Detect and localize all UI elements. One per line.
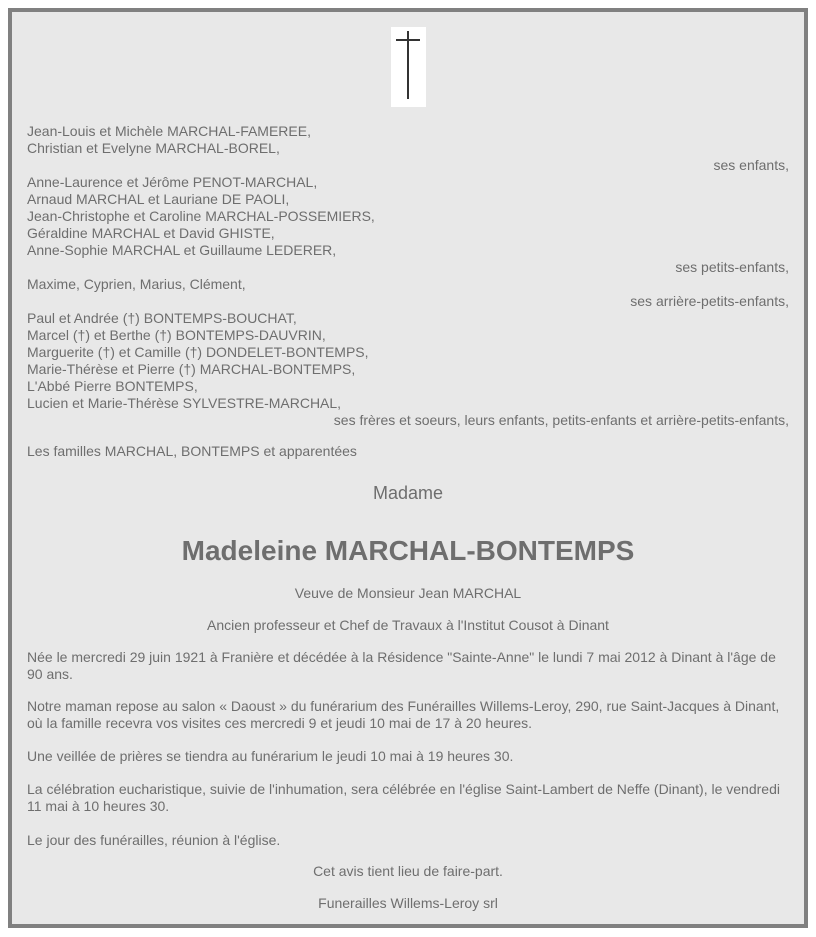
family-line: Marguerite (†) et Camille (†) DONDELET-BONTEMPS, [27,344,369,360]
funeral-company: Funerailles Willems-Leroy srl [318,895,498,911]
great-grandchildren-label: ses arrière-petits-enfants, [630,293,789,309]
families-text: Les familles MARCHAL, BONTEMPS et apparentées [27,443,357,459]
family-line: L'Abbé Pierre BONTEMPS, [27,378,198,394]
widow-of: Veuve de Monsieur Jean MARCHAL [294,585,522,601]
obituary-notice [8,8,808,928]
children-list [27,123,789,174]
paragraph-mass: La célébration eucharistique, suivie de l'inhumation, sera célébrée en l'église Saint-Lambert de Neffe (Dinant), le vendredi 11 mai à 10 heures 30. [27,781,780,814]
notice-statement: Cet avis tient lieu de faire-part. [313,863,503,879]
cross-icon [391,27,426,107]
siblings-list [27,310,789,429]
profession: Ancien professeur et Chef de Travaux à l'Institut Cousot à Dinant [207,617,609,633]
families-line [27,443,789,460]
deceased-name: Madeleine MARCHAL-BONTEMPS [181,535,635,566]
cross-vertical-bar [407,31,409,99]
grandchildren-list [27,174,789,276]
deceased-title: Madame [372,483,444,503]
family-line: Paul et Andrée (†) BONTEMPS-BOUCHAT, [27,310,297,326]
cross-horizontal-bar [396,39,420,41]
family-line: Jean-Louis et Michèle MARCHAL-FAMEREE, [27,123,311,139]
family-line: Géraldine MARCHAL et David GHISTE, [27,225,275,241]
family-line: Lucien et Marie-Thérèse SYLVESTRE-MARCHAL, [27,395,342,411]
family-line: Maxime, Cyprien, Marius, Clément, [27,276,246,292]
family-line: Jean-Christophe et Caroline MARCHAL-POSSEMIERS, [27,208,375,224]
grandchildren-label: ses petits-enfants, [675,259,789,275]
paragraph-visitation: Notre maman repose au salon « Daoust » du funérarium des Funérailles Willems-Leroy, 290, rue Saint-Jacques à Dinant, où la famille recevra vos visites ces mercredi 9 et jeudi 10 mai de 17 à 20 heures. [27,698,780,731]
paragraph-birth-death: Née le mercredi 29 juin 1921 à Franière et décédée à la Résidence "Sainte-Anne" le lundi 7 mai 2012 à Dinant à l'âge de 90 ans. [27,649,776,682]
family-line: Marie-Thérèse et Pierre (†) MARCHAL-BONTEMPS, [27,361,356,377]
siblings-label: ses frères et soeurs, leurs enfants, petits-enfants et arrière-petits-enfants, [333,412,789,428]
family-line: Arnaud MARCHAL et Lauriane DE PAOLI, [27,191,290,207]
children-label: ses enfants, [713,157,789,173]
paragraph-meeting: Le jour des funérailles, réunion à l'église. [27,832,281,848]
family-line: Anne-Sophie MARCHAL et Guillaume LEDERER, [27,242,337,258]
great-grandchildren-list [27,276,789,310]
paragraph-vigil: Une veillée de prières se tiendra au funérarium le jeudi 10 mai à 19 heures 30. [27,748,514,764]
family-line: Christian et Evelyne MARCHAL-BOREL, [27,140,280,156]
family-line: Anne-Laurence et Jérôme PENOT-MARCHAL, [27,174,318,190]
family-line: Marcel (†) et Berthe (†) BONTEMPS-DAUVRIN, [27,327,326,343]
